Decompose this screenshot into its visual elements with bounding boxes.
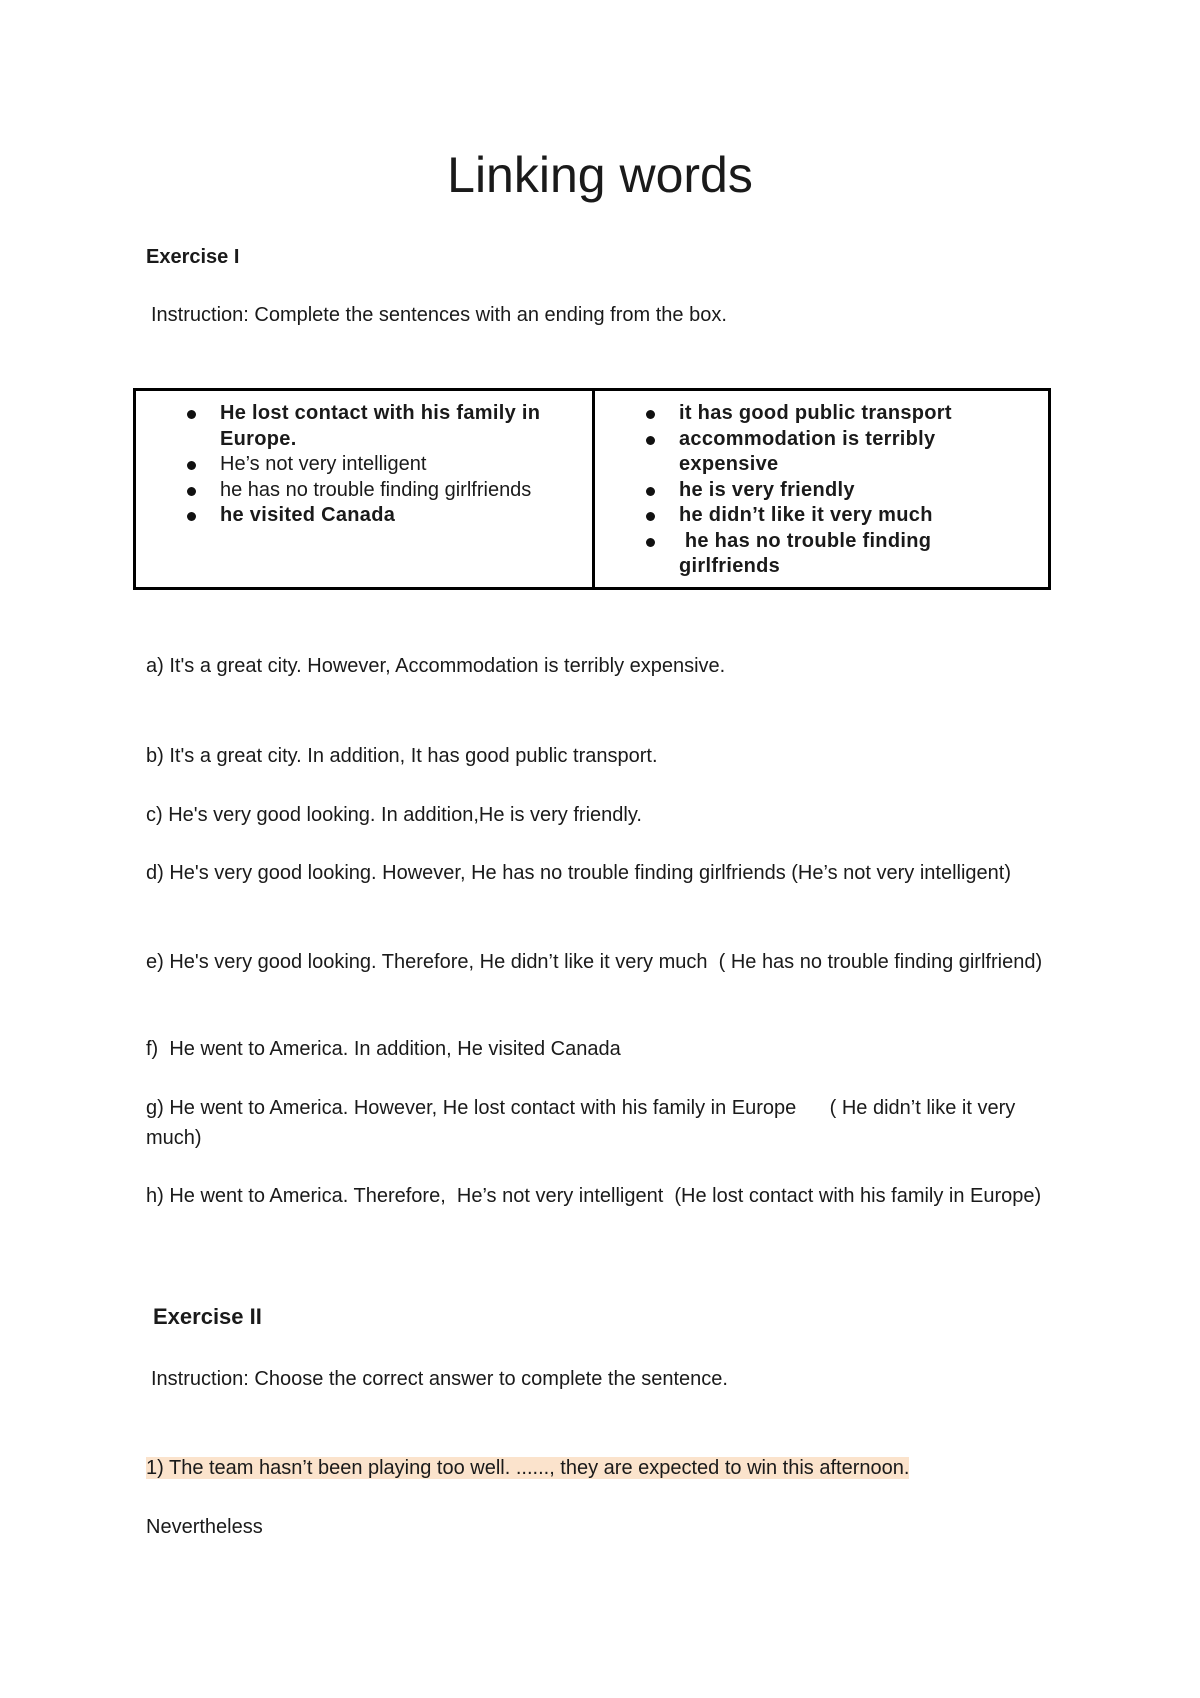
bullet-icon (646, 436, 655, 445)
ending-item: he visited Canada (200, 503, 572, 529)
answer-d: d) He's very good looking. However, He has no trouble finding girlfriends (He’s not very intelligent) (146, 862, 1011, 884)
bullet-icon (646, 410, 655, 419)
ending-item: he is very friendly (659, 478, 1028, 504)
exercise-2-heading: Exercise II (153, 1304, 262, 1329)
bullet-icon (187, 487, 196, 496)
answer-e: e) He's very good looking. Therefore, He didn’t like it very much ( He has no trouble finding girlfriend) (146, 951, 1043, 973)
question-1 (146, 1453, 909, 1483)
answer-h: h) He went to America. Therefore, He’s not very intelligent (He lost contact with his family in Europe) (146, 1185, 1042, 1207)
ending-item: he didn’t like it very much (659, 503, 1028, 529)
answer-g: g) He went to America. However, He lost contact with his family in Europe ( He didn’t like it very much) (146, 1097, 1021, 1149)
bullet-icon (646, 512, 655, 521)
bullet-icon (646, 538, 655, 547)
endings-box (133, 388, 1051, 590)
ending-item: he has no trouble finding girlfriends (659, 529, 1028, 580)
bullet-icon (187, 512, 196, 521)
bullet-icon (187, 461, 196, 470)
answer-a: a) It's a great city. However, Accommodation is terribly expensive. (146, 655, 726, 677)
endings-box-right-column (592, 391, 1048, 587)
endings-box-left-column (136, 391, 592, 587)
answer-b: b) It's a great city. In addition, It has good public transport. (146, 745, 658, 767)
ending-item: accommodation is terribly expensive (659, 427, 1028, 478)
page-title: Linking words (447, 147, 753, 203)
question-1-answer: Nevertheless (146, 1516, 263, 1538)
ending-item: it has good public transport (659, 401, 1028, 427)
ending-item: He lost contact with his family in Europe. (200, 401, 572, 452)
answer-c: c) He's very good looking. In addition,He is very friendly. (146, 804, 642, 826)
ending-item: He’s not very intelligent (200, 452, 572, 478)
ending-item: he has no trouble finding girlfriends (200, 478, 572, 504)
bullet-icon (187, 410, 196, 419)
exercise-1-heading: Exercise I (146, 246, 240, 268)
exercise-1-instruction: Instruction: Complete the sentences with an ending from the box. (151, 304, 727, 326)
bullet-icon (646, 487, 655, 496)
answer-f: f) He went to America. In addition, He visited Canada (146, 1038, 621, 1060)
exercise-2-instruction: Instruction: Choose the correct answer to complete the sentence. (151, 1368, 728, 1390)
question-1-highlight: 1) The team hasn’t been playing too well. ......, they are expected to win this afternoon. (146, 1457, 910, 1479)
